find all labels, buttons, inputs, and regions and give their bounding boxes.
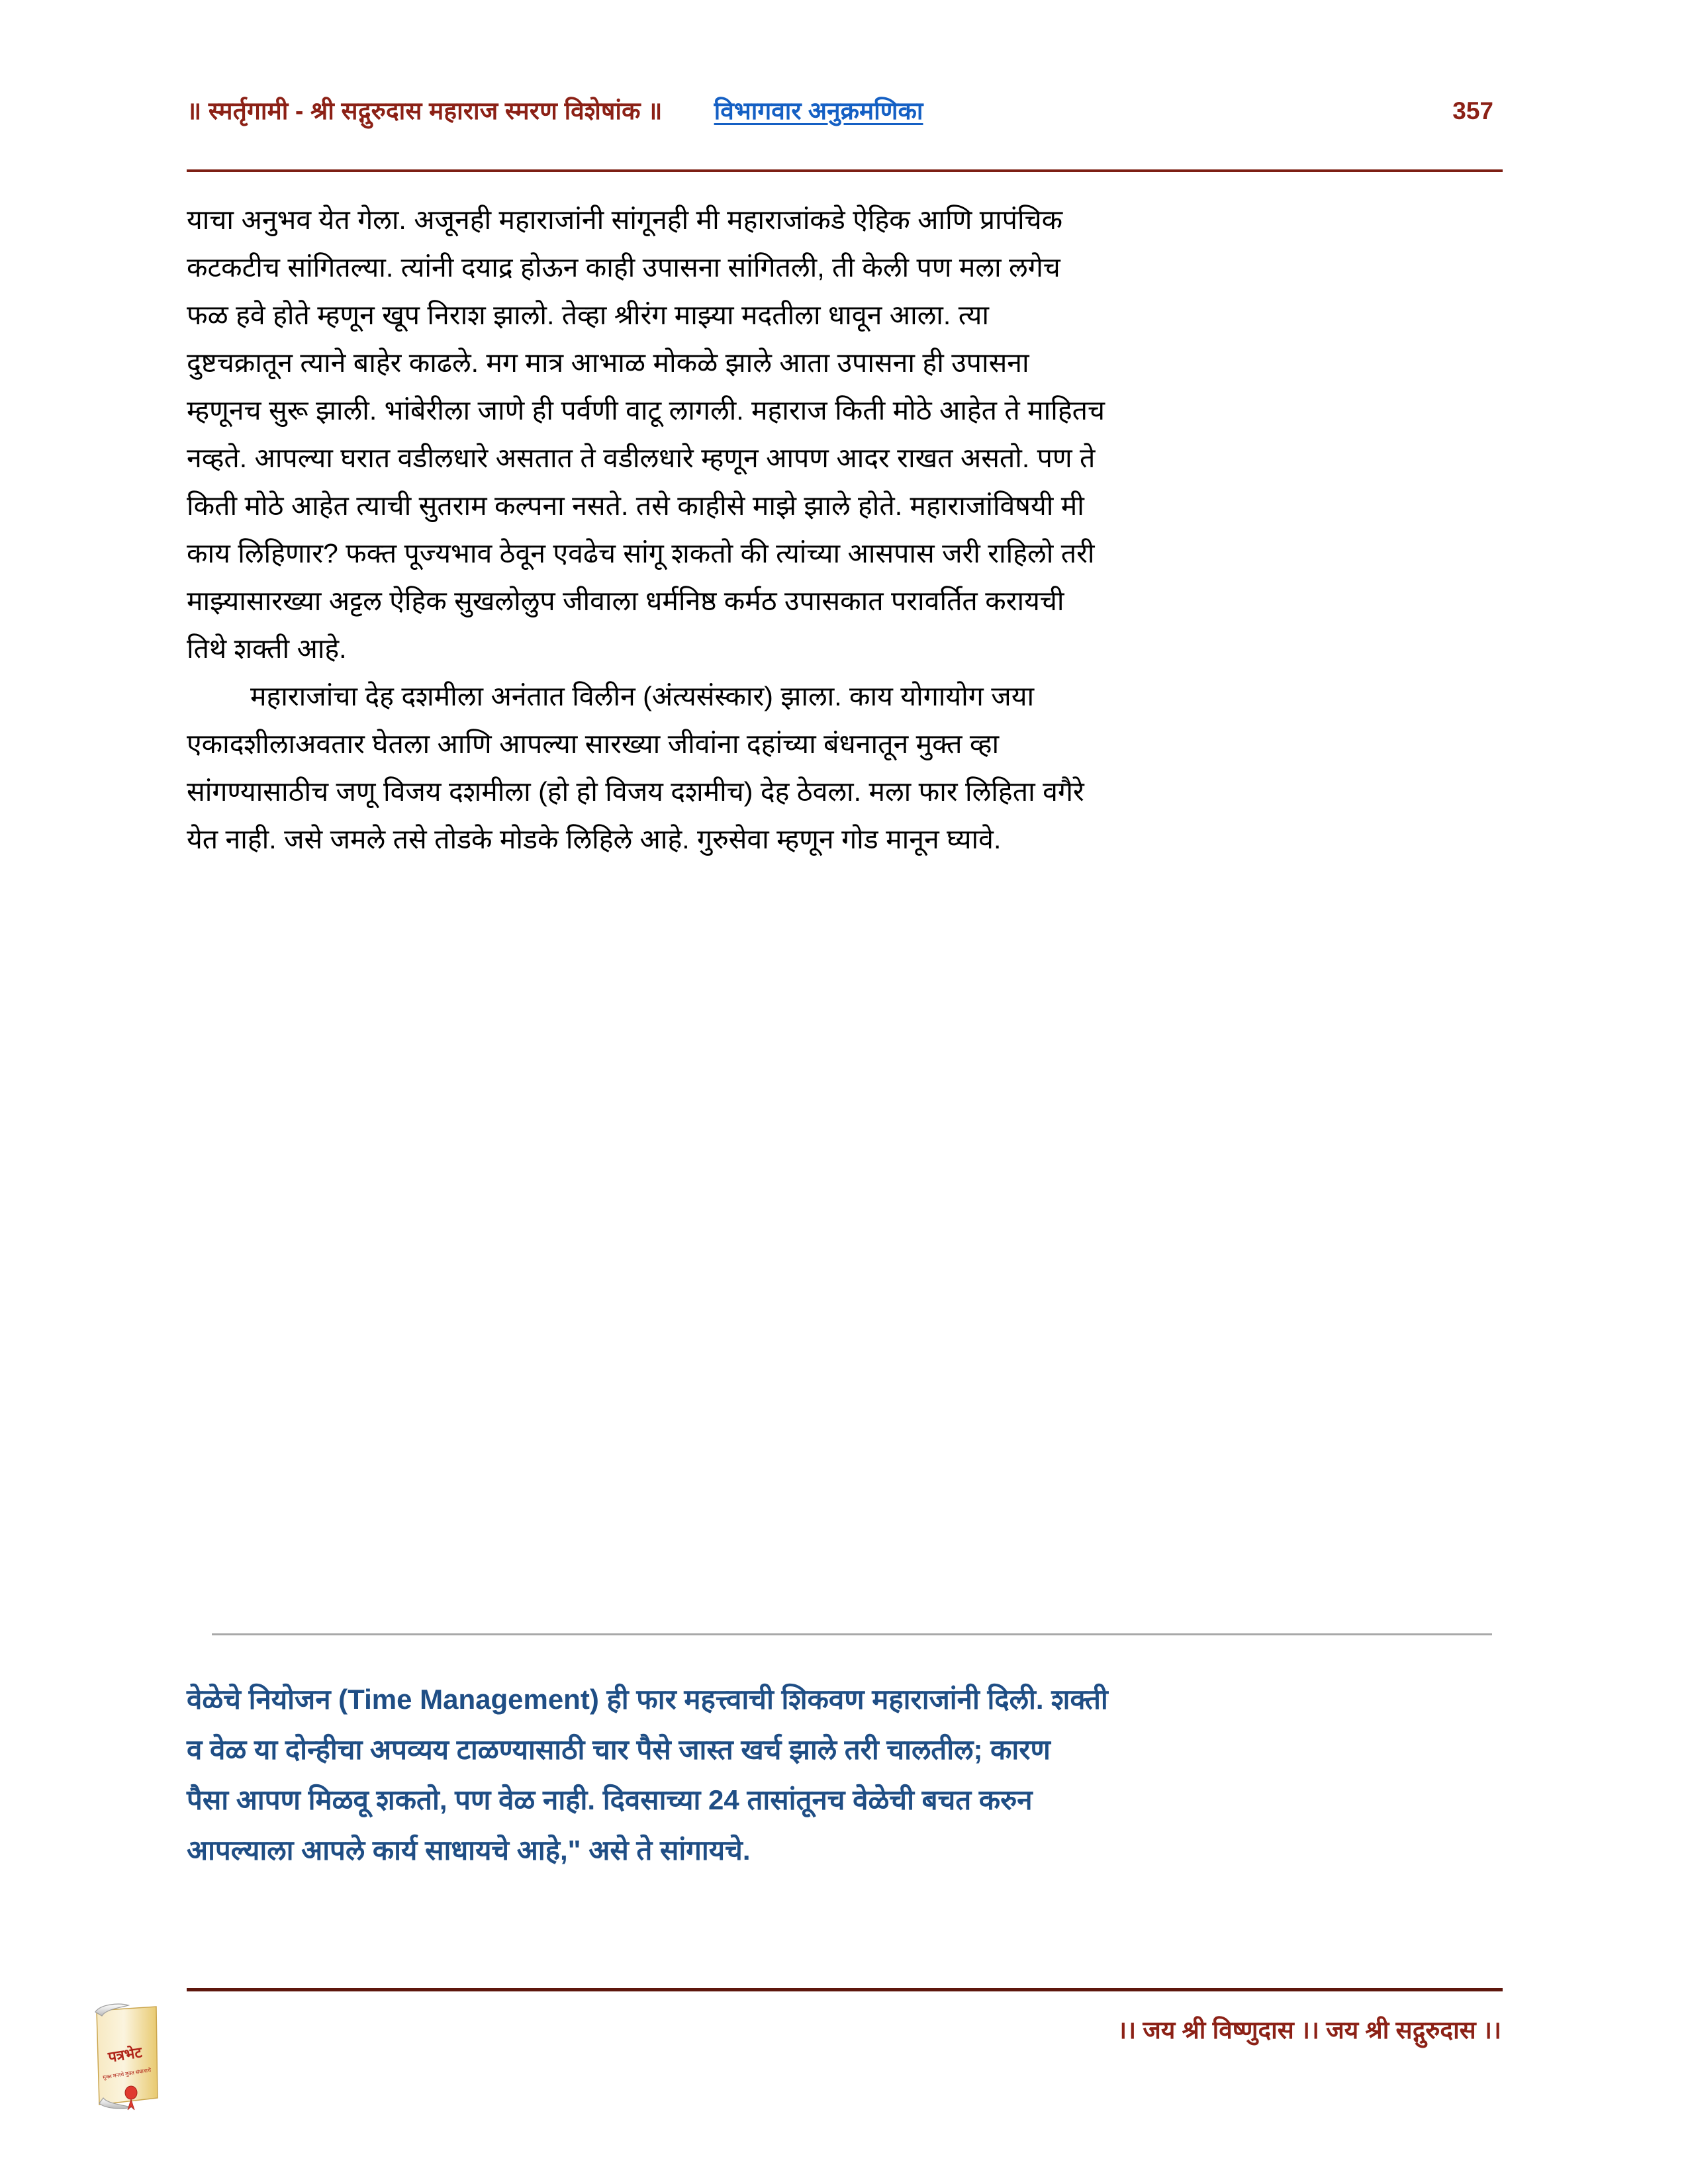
header-title: ॥ स्मर्तृगामी - श्री सद्गुरुदास महाराज स्मरण विशेषांक ॥ [187,97,663,124]
page-header [187,93,1501,146]
paragraph-line: नव्हते. आपल्या घरात वडीलधारे असतात ते वडीलधारे म्हणून आपण आदर राखत असतो. पण ते [187,443,1096,473]
paragraph-line: दुष्टचक्रातून त्याने बाहेर काढले. मग मात्र आभाळ मोकळे झाले आता उपासना ही उपासना [187,347,1029,378]
highlight-line: आपल्याला आपले कार्य साधायचे आहे," असे ते सांगायचे. [187,1835,751,1866]
highlight-divider [212,1633,1492,1635]
paragraph-2 [187,672,1504,863]
paragraph-line: माझ्यासारख्या अट्टल ऐहिक सुखलोलुप जीवाला धर्मनिष्ठ कर्मठ उपासकात परावर्तित करायची [187,586,1064,616]
paragraph-line: येत नाही. जसे जमले तसे तोडके मोडके लिहिले आहे. गुरुसेवा म्हणून गोड मानून घ्यावे. [187,824,1002,854]
page-number: 357 [1452,97,1493,124]
highlight-line: वेळेचे नियोजन (Time Management) ही फार महत्त्वाची शिकवण महाराजांनी दिली. शक्ती [187,1684,1108,1715]
paragraph-line: कटकटीच सांगितल्या. त्यांनी दयाद्र होऊन काही उपासना सांगितली, ती केली पण मला लगेच [187,252,1060,283]
scroll-icon [87,1999,167,2111]
paragraph-1 [187,196,1504,672]
paragraph-line: काय लिहिणार? फक्त पूज्यभाव ठेवून एवढेच सांगू शकतो की त्यांच्या आसपास जरी राहिलो तरी [187,538,1095,569]
paragraph-line: एकादशीलाअवतार घेतला आणि आपल्या सारख्या जीवांना दहांच्या बंधनातून मुक्त व्हा [187,729,1000,759]
paragraph-line: सांगण्यासाठीच जणू विजय दशमीला (हो हो विजय दशमीच) देह ठेवला. मला फार लिहिता वगैरे [187,776,1084,807]
highlight-quote [187,1674,1504,1876]
paragraph-line: तिथे शक्ती आहे. [187,633,347,664]
footer-blessing: ।। जय श्री विष्णुदास ।। जय श्री सद्गुरुदास ।। [1117,2017,1501,2044]
paragraph-line: याचा अनुभव येत गेला. अजूनही महाराजांनी सांगूनही मी महाराजांकडे ऐहिक आणि प्रापंचिक [187,205,1063,235]
header-divider [187,169,1503,172]
logo-label: पत्रभेट [107,2044,144,2066]
patrabhet-scroll-logo [87,1999,167,2111]
footer-divider [187,1988,1503,1991]
paragraph-line: म्हणूनच सुरू झाली. भांबेरीला जाणे ही पर्वणी वाटू लागली. महाराज किती मोठे आहेत ते माहितच [187,395,1105,426]
paragraph-line: फळ हवे होते म्हणून खूप निराश झालो. तेव्हा श्रीरंग माझ्या मदतीला धावून आला. त्या [187,300,989,330]
highlight-line: व वेळ या दोन्हीचा अपव्यय टाळण्यासाठी चार पैसे जास्त खर्च झाले तरी चालतील; कारण [187,1734,1051,1765]
highlight-line: पैसा आपण मिळवू शकतो, पण वेळ नाही. दिवसाच्या 24 तासांतूनच वेळेची बचत करुन [187,1784,1033,1815]
body-text-area [187,196,1504,863]
logo-tagline: मुक्त मनाचे मुक्त संवादाचे [102,2067,152,2081]
index-link[interactable]: विभागवार अनुक्रमणिका [714,97,923,124]
paragraph-line: महाराजांचा देह दशमीला अनंतात विलीन (अंत्यसंस्कार) झाला. काय योगायोग जया [250,681,1035,711]
paragraph-line: किती मोठे आहेत त्याची सुतराम कल्पना नसते. तसे काहीसे माझे झाले होते. महाराजांविषयी मी [187,490,1084,521]
